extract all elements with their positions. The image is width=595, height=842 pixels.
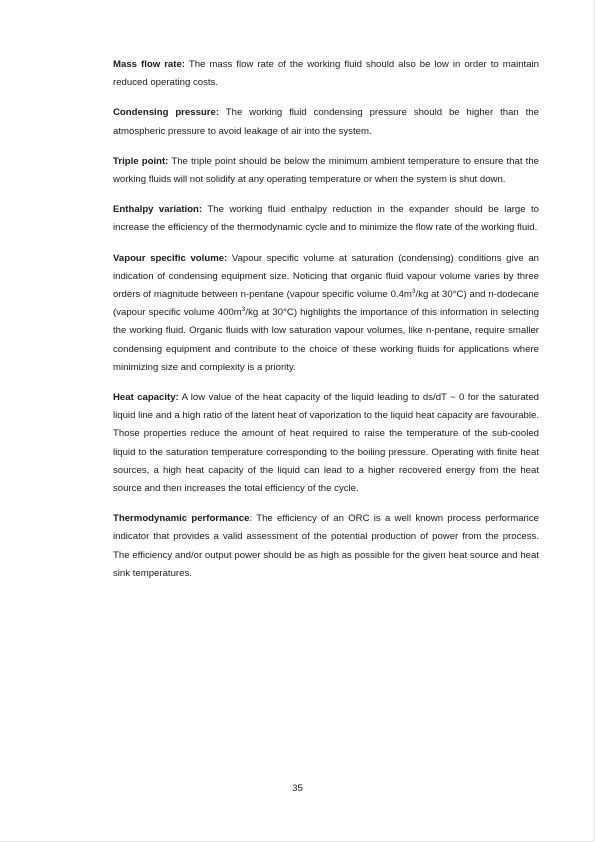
superscript: 3 [241, 306, 246, 314]
paragraph-text: The working fluid condensing pressure should be higher than the atmospheric pressure to avoid leakage of air into the system. [113, 107, 539, 137]
paragraph-text: Vapour specific volume at saturation (condensing) conditions give an indication of condensing equipment size. Noticing that organic fluid vapour volume varies by three orders of magnitude between n-pentane (vapour specific volume 0.4m [113, 252, 539, 301]
paragraph-text: /kg at 30°C) and n-dodecane (vapour specific volume 400m [113, 289, 539, 319]
paragraph-triple-point [113, 153, 539, 189]
term-heat-capacity: Heat capacity: [113, 392, 179, 404]
paragraph-text: : The efficiency of an ORC is a well known process performance indicator that provides a valid assessment of the potential production of power from the process. The efficiency and/or output power should be as high as possible for the given heat source and heat sink temperatures. [113, 513, 539, 579]
paragraph-thermodynamic-performance [113, 510, 539, 583]
term-condensing-pressure: Condensing pressure: [113, 107, 220, 119]
paragraph-text: /kg at 30°C) highlights the importance of this information in selecting the working fluid. Organic fluids with low saturation vapour volumes, like n-pentane, require smaller condensing equipment and contribute to the choice of these working fluids for applications where minimizing size and complexity is a priority. [113, 307, 539, 373]
paragraph-text: The triple point should be below the minimum ambient temperature to ensure that the working fluids will not solidify at any operating temperature or when the system is shut down. [113, 155, 539, 186]
page-body [113, 56, 539, 595]
paragraph-text: The working fluid enthalpy reduction in the expander should be large to increase the efficiency of the thermodynamic cycle and to minimize the flow rate of the working fluid. [113, 204, 540, 234]
paragraph-text: The mass flow rate of the working fluid should also be low in order to maintain reduced operating costs. [113, 59, 540, 89]
paragraph-mass-flow-rate [113, 56, 539, 92]
paragraph-condensing-pressure [113, 104, 539, 140]
page-number: 35 [292, 783, 303, 794]
term-vapour-specific-volume: Vapour specific volume: [113, 252, 228, 264]
paragraph-enthalpy-variation [113, 201, 539, 237]
term-thermodynamic-performance: Thermodynamic performance [113, 513, 250, 525]
term-enthalpy-variation: Enthalpy variation: [113, 204, 203, 216]
term-mass-flow-rate: Mass flow rate: [113, 59, 185, 70]
superscript: 3 [411, 287, 416, 295]
paragraph-vapour-specific-volume [113, 250, 539, 377]
term-triple-point: Triple point: [113, 155, 169, 167]
paragraph-text: A low value of the heat capacity of the liquid leading to ds/dT ~ 0 for the saturated liquid line and a high ratio of the latent heat of vaporization to the liquid heat capacity are favourable. Those properties reduce the amount of heat required to raise the temperature of the sub-cooled liquid to the saturation temperature corresponding to the boiling pressure. Operating with finite heat sources, a high heat capacity of the liquid can lead to a higher recovered energy from the heat source and then increases the total efficiency of the cycle. [113, 392, 539, 495]
paragraph-heat-capacity [113, 389, 539, 498]
